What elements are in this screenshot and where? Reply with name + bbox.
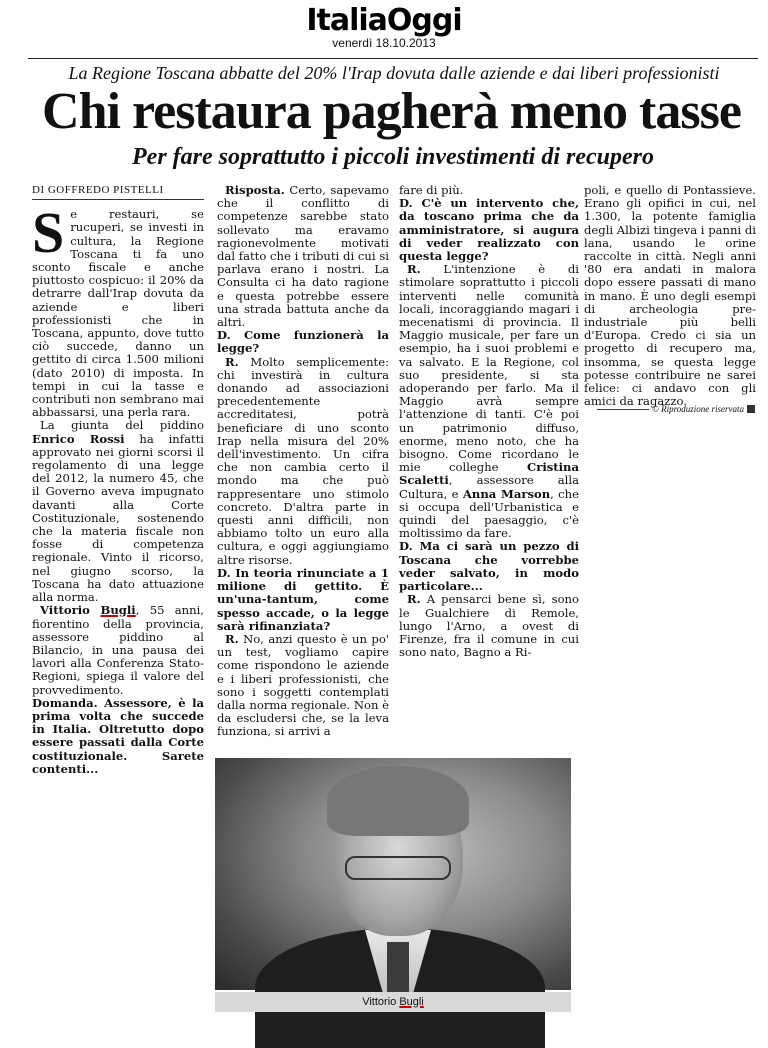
article-kicker: La Regione Toscana abbatte del 20% l'Irap dovuta dalle aziende e dai liberi professionisti bbox=[68, 63, 720, 83]
masthead-rule bbox=[28, 58, 758, 59]
masthead bbox=[0, 4, 768, 50]
column-2 bbox=[217, 183, 389, 739]
question: D. In teoria rinunciate a 1 milione di gettito. È un'una-tantum, come spesso accade, o la legge sarà rifinanziata? bbox=[217, 565, 389, 633]
issue-date: venerdì 18.10.2013 bbox=[332, 36, 436, 50]
answer: R. Molto semplicemente: chi investirà in cultura donando ad associazioni precedentemente accreditatesi, potrà beneficiare di uno sconto Irap nella misura del 20% dell'investimento. Un cifra che non cambia certo il mondo ma che può rappresentare uno stimolo concreto. D'altra parte in questi anni difficili, non abbiamo tolto un euro alla cultura, e oggi aggiungiamo altre risorse. bbox=[217, 354, 389, 567]
answer: R. A pensarci bene sì, sono le Gualchiere di Remole, lungo l'Arno, a ovest di Firenze, fra il comune in cui sono nato, Bagno a Ri- bbox=[399, 592, 579, 660]
column-3 bbox=[399, 183, 580, 660]
end-mark bbox=[747, 405, 755, 413]
byline: DI GOFFREDO PISTELLI bbox=[32, 184, 204, 200]
photo-glasses bbox=[345, 856, 451, 880]
copyright-text: © Riproduzione riservata bbox=[652, 404, 744, 414]
newspaper-name: ItaliaOggi bbox=[306, 3, 462, 38]
paragraph: fare di più. bbox=[399, 183, 464, 197]
article-headline: Chi restaura pagherà meno tasse bbox=[42, 83, 741, 140]
question: D. Ma ci sarà un pezzo di Toscana che vorrebbe veder salvato, in modo particolare... bbox=[399, 539, 579, 594]
column-1 bbox=[32, 184, 205, 776]
portrait-photo bbox=[215, 758, 571, 990]
question: D. Come funzionerà la legge? bbox=[217, 328, 389, 356]
lead-paragraph: Se restauri, se rucuperi, se investi in cultura, la Regione Toscana ti fa uno sconto fiscale e anche piuttosto cospicuo: il 20% da detrarre dall'Irap dovuta da aziende e liberi professionisti che in Toscana, appunto, dove tutto ciò succede, danno un gettito di circa 1.500 milioni (dato 2010) di imposta. In tempi in cui la tasse e contributi non sembrano mai abbassarsi, una perla rara. bbox=[32, 200, 204, 420]
divider bbox=[597, 409, 649, 410]
paragraph: La giunta del piddino Enrico Rossi ha infatti approvato nei giorni scorsi il regolamento di una legge del 2012, la numero 45, che il Governo aveva impugnato davanti alla Corte Costituzionale, sostenendo che la materia fiscale non fosse di competenza regionale. Vinto il ricorso, nel giugno scorso, la Toscana ha dato attuazione alla norma. bbox=[32, 418, 205, 605]
photo-caption: Vittorio Bugli bbox=[215, 992, 571, 1012]
paragraph: poli, e quello di Pontassieve. Erano gli opifici in cui, nel 1.300, la potente famiglia degli Albizi tingeva i panni di lana, usando le orine raccolte in città. Negli anni '80 era andati in malora dopo essere passati di mano in mano. È uno degli esempi di archeologia pre-industriale più belli d'Europa. Credo ci sia un progetto di recupero ma, insomma, se questa legge potesse contribuire ne sarei felice: ci andavo con gli amici da ragazzo. bbox=[584, 183, 756, 409]
question: Domanda. Assessore, è la prima volta che succede in Italia. Oltretutto dopo essere passati dalla Corte costituzionale. Sarete contenti... bbox=[32, 695, 204, 776]
answer: R. No, anzi questo è un po' un test, vogliamo capire come rispondono le aziende e i liberi professionisti, che sono i soggetti contemplati dalla norma regionale. Non è da escludersi che, se la leva funziona, si arrivi a bbox=[217, 631, 389, 739]
paragraph: Vittorio Bugli, 55 anni, fiorentino della provincia, assessore piddino al Bilancio, in una pausa dei lavori alla Conferenza Stato-Regioni, spiega il valore del provvedimento. bbox=[32, 603, 204, 697]
answer: R. L'intenzione è di stimolare soprattutto i piccoli interventi nelle comunità locali, incoraggiando magari i mecenatismi di provincia. Il Maggio musicale, per fare un esempio, ha i suoi problemi e va salvato. E la Regione, col suo presidente, si sta adoperando per farlo. Ma il Maggio avrà sempre l'attenzione di tanti. C'è poi un patrimonio diffuso, enorme, meno noto, che ha bisogno. Come ricordano le mie colleghe Cristina Scaletti, assessore alla Cultura, e Anna Marson, che si occupa dell'Urbanistica e quindi del paesaggio, c'è moltissimo da fare. bbox=[399, 262, 580, 541]
question: D. C'è un intervento che, da toscano prima che da amministratore, si augura di veder realizzato con questa legge? bbox=[399, 196, 579, 264]
answer: Risposta. Certo, sapevamo che il conflitto di competenze sarebbe stato sollevato ma eravamo ragionevolmente motivati dal fatto che i tributi di cui si parlava erano i nostri. La Consulta ci ha dato ragione e questa potrebbe essere una strada battuta anche da altri. bbox=[217, 183, 389, 330]
article-subhead: Per fare soprattutto i piccoli investimenti di recupero bbox=[132, 144, 654, 170]
photo-hair bbox=[327, 766, 469, 836]
reproduction-notice bbox=[597, 404, 755, 414]
drop-cap: S bbox=[32, 200, 65, 266]
